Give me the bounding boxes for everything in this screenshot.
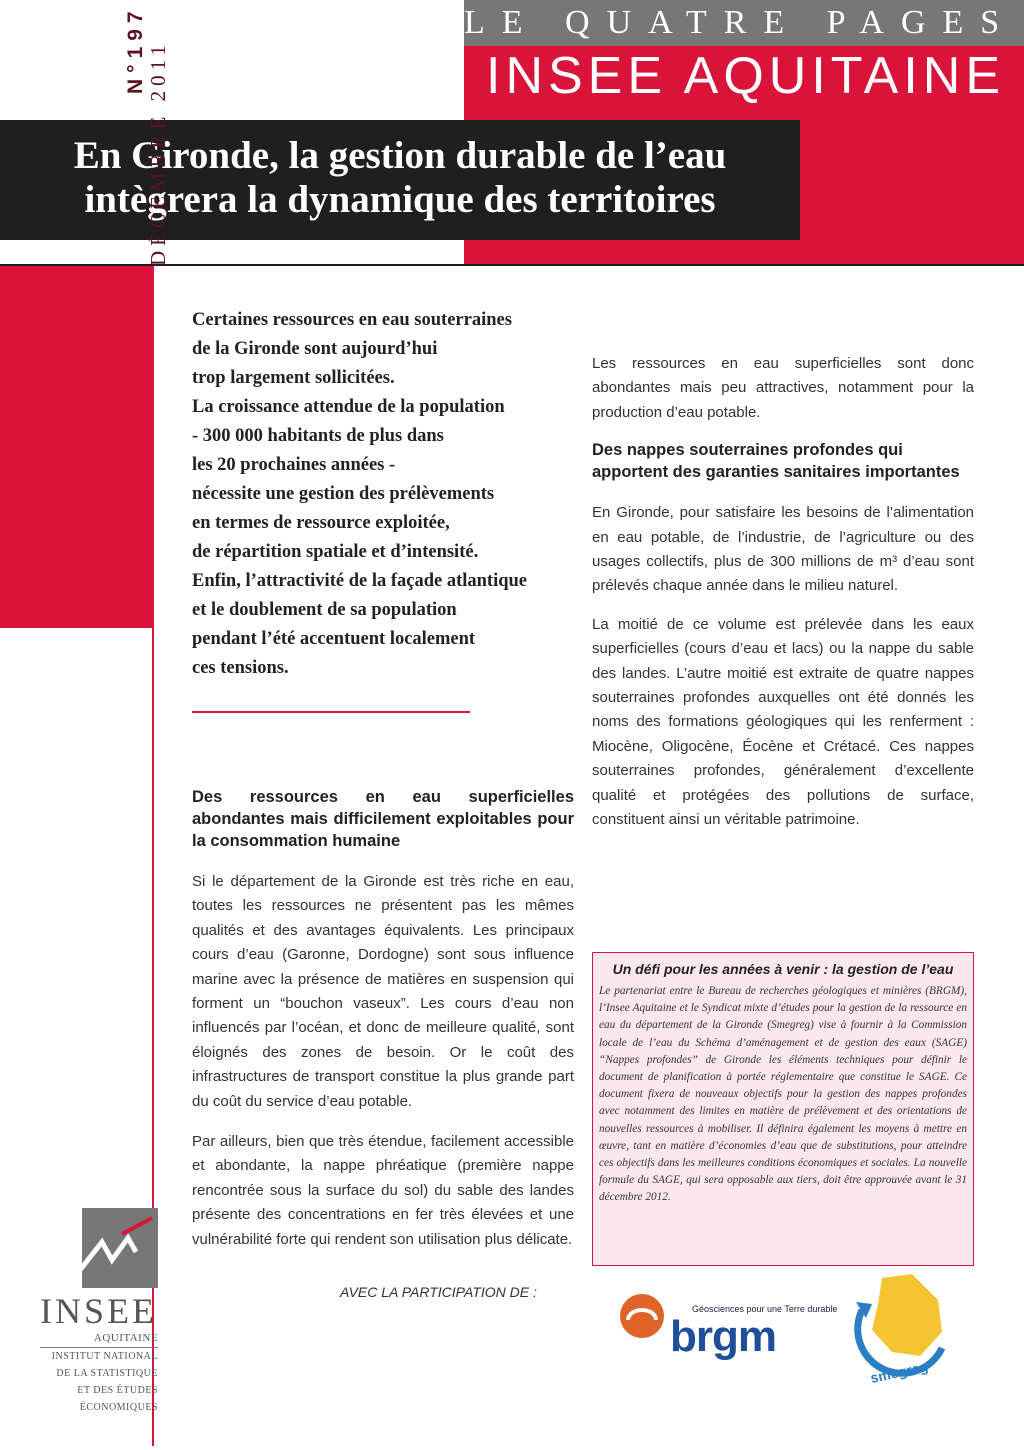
right-paragraph-1: En Gironde, pour satisfaire les besoins de l’alimentation en eau potable, de l’industrie, de l’agriculture ou des usages collectifs, plus de 300 millions de m³ d’eau sont prélevés chaque année dans le milieu naturel. xyxy=(592,504,974,595)
right-column xyxy=(592,352,974,833)
lead-line: nécessite une gestion des prélèvements xyxy=(192,484,495,504)
issue-date-text: DÉCEMBRE 2011 xyxy=(146,40,170,266)
lead-line: de la Gironde sont aujourd’hui xyxy=(192,339,438,359)
lead-line: - 300 000 habitants de plus dans xyxy=(192,426,444,446)
right-paragraph-0: Les ressources en eau superficielles sont donc abondantes mais peu attractives, notamment pour la production d’eau potable. xyxy=(592,355,974,421)
lead-line: Certaines ressources en eau souterraines xyxy=(192,310,512,330)
lead-line: en termes de ressource exploitée, xyxy=(192,513,450,533)
left-column xyxy=(192,786,574,1252)
left-paragraph-2: Par ailleurs, bien que très étendue, facilement accessible et abondante, la nappe phréatique (première nappe rencontrée sous la surface du sol) du sable des landes présente des concentrations en fer très élevées et une vulnérabilité forte qui rendent son utilisation plus délicate. xyxy=(192,1133,574,1248)
insee-sub-3: ET DES ÉTUDES xyxy=(77,1385,158,1396)
insee-logo-text: INSEE xyxy=(40,1291,157,1331)
insee-logo-mark xyxy=(82,1208,158,1288)
title-line-1: En Gironde, la gestion durable de l’eau xyxy=(73,134,727,177)
lead-line: La croissance attendue de la population xyxy=(192,397,505,417)
lead-line: de répartition spatiale et d’intensité. xyxy=(192,542,479,562)
left-paragraph-1: Si le département de la Gironde est très riche en eau, toutes les ressources ne présentent pas les mêmes qualités et des avantages équivalents. Les principaux cours d’eau (Garonne, Dordogne) sont sous influence marine avec la présence de matières en suspension qui forment un “bouchon vaseux”. Les cours d’eau non influencés par l’océan, et donc de meilleure qualité, sont éloignés des zones de besoin. Or le coût des infrastructures de transport constitue la plus grande part du coût du service d’eau potable. xyxy=(192,873,574,1110)
insee-logo-icon xyxy=(82,1208,158,1288)
left-heading: Des ressources en eau superficielles abondantes mais difficilement exploitables pour la consommation humaine xyxy=(192,788,574,850)
right-paragraph-2: La moitié de ce volume est prélevée dans les eaux superficielles (cours d’eau et lacs) ou la nappe du sable des landes. L’autre moitié est extraite de quatre nappes souterraines profondes auxquelles ont été donnés les noms des formations géologiques qui les renferment : Miocène, Oligocène, Éocène et Crétacé. Ces nappes souterraines profondes, généralement d’excellente qualité et protégées des pollutions de surface, constituent ainsi un véritable patrimoine. xyxy=(592,615,974,829)
brgm-tagline: Géosciences pour une Terre durable xyxy=(692,1304,838,1314)
lead-separator xyxy=(192,711,470,713)
box-text: Le partenariat entre le Bureau de recherches géologiques et minières (BRGM), l’Insee Aquitaine et le Syndicat mixte d’études pour la gestion de la ressource en eau du département de la Gironde (Smegreg) vise à fournir à la Commission locale de l’eau du Schéma d’aménagement et de gestion des eaux (SAGE) “Nappes profondes” de Gironde les éléments techniques pour définir le document de planification à portée réglementaire que constitue le SAGE. Ce document fixera de nouveaux objectifs pour la gestion des nappes profondes avec notamment des limites en matière de prélèvement et des orientations de nouvelles ressources à mobiliser. Il définira également les moyens à mettre en œuvre, tant en matière d’économies d’eau que de substitutions, pour atteindre ces objectifs dans les meilleures conditions économiques et sociales. La nouvelle formule du SAGE, qui sera opposable aux tiers, doit être approuvée avant le 31 décembre 2012. xyxy=(599,985,967,1204)
smegreg-logo xyxy=(842,1270,954,1390)
participation-label: AVEC LA PARTICIPATION DE : xyxy=(340,1284,537,1300)
lead-paragraph xyxy=(192,306,592,683)
insee-sub-1: INSTITUT NATIONAL xyxy=(51,1351,158,1362)
issue-number: N°197 xyxy=(124,5,147,94)
box-title: Un défi pour les années à venir : la gestion de l’eau xyxy=(612,961,954,977)
lead-line: trop largement sollicitées. xyxy=(192,368,395,388)
lead-line: pendant l’été accentuent localement xyxy=(192,629,476,649)
lead-line: les 20 prochaines années - xyxy=(192,455,396,475)
insee-region: AQUITAINE xyxy=(40,1330,158,1348)
brgm-logo xyxy=(618,1286,838,1376)
lead-line: Enfin, l’attractivité de la façade atlantique xyxy=(192,571,528,591)
side-red-band xyxy=(0,266,152,628)
insee-sub-4: ÉCONOMIQUES xyxy=(79,1402,158,1413)
lead-line: et le doublement de sa population xyxy=(192,600,457,620)
brgm-logo-text: brgm xyxy=(670,1312,776,1361)
sidebar-box xyxy=(592,952,974,1266)
page-title xyxy=(0,134,800,222)
title-line-2: intègrera la dynamique des territoires xyxy=(84,178,716,221)
right-heading: Des nappes souterraines profondes qui apportent des garanties sanitaires importantes xyxy=(592,441,960,482)
series-title: LE QUATRE PAGES xyxy=(464,4,1017,41)
brand-title: INSEE AQUITAINE xyxy=(486,47,1006,105)
smegreg-logo-text: smegreg xyxy=(868,1358,930,1386)
insee-sub-2: DE LA STATISTIQUE xyxy=(56,1368,158,1379)
lead-line: ces tensions. xyxy=(192,658,289,678)
insee-logo-sub xyxy=(40,1330,158,1416)
issue-date xyxy=(146,6,170,266)
